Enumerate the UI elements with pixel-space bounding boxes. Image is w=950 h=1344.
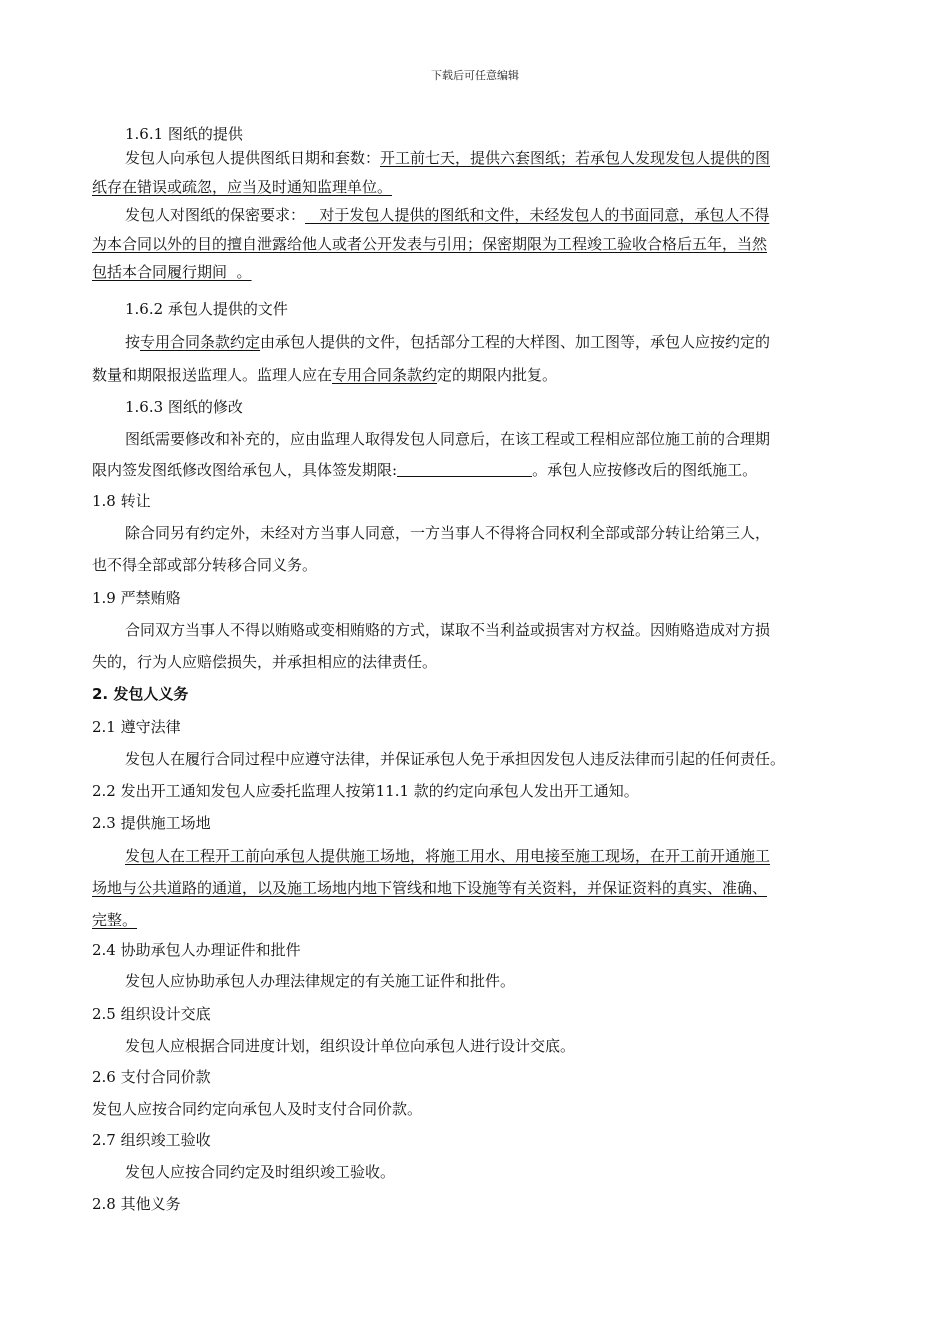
special-clause-ref: 专用合同条款约定	[140, 333, 261, 351]
section-1-6-2-line2	[92, 364, 557, 386]
section-1-8-heading: 1.8 转让	[92, 492, 151, 510]
text: 由承包人提供的文件，包括部分工程的大样图、加工图等，承包人应按约定的	[260, 333, 771, 351]
underlined-text: 发包人在工程开工前向承包人提供施工场地，将施工用水、用电接至施工现场，在开工前开通施工	[125, 847, 771, 865]
text: 限内签发图纸修改图给承包人，具体签发期限:	[92, 461, 398, 479]
para2-underlined-3: 包括本合同履行期间 。	[92, 263, 252, 281]
para1-prefix: 发包人向承包人提供图纸日期和套数：	[125, 149, 381, 167]
section-1-6-2-line1	[125, 331, 770, 353]
section-1-6-1-para1-line1	[125, 147, 770, 169]
section-2-5-line1: 发包人应根据合同进度计划，组织设计单位向承包人进行设计交底。	[125, 1037, 576, 1055]
section-2-8-heading: 2.8 其他义务	[92, 1195, 181, 1213]
blank-fill-line	[397, 460, 532, 477]
text: 。承包人应按修改后的图纸施工。	[532, 461, 758, 479]
section-1-6-3-line2	[92, 459, 757, 481]
section-2-3-heading: 2.3 提供施工场地	[92, 814, 211, 832]
text: 数量和期限报送监理人。监理人应在	[92, 366, 333, 384]
section-2-3-line1	[125, 845, 770, 867]
section-2-1-heading: 2.1 遵守法律	[92, 718, 181, 736]
section-2-7-heading: 2.7 组织竣工验收	[92, 1131, 211, 1149]
section-2-5-heading: 2.5 组织设计交底	[92, 1005, 211, 1023]
section-2-1-line1: 发包人在履行合同过程中应遵守法律，并保证承包人免于承担因发包人违反法律而引起的任何责任。	[125, 750, 786, 768]
section-1-6-1-para1-line2	[92, 176, 392, 198]
section-1-9-line2: 失的，行为人应赔偿损失，并承担相应的法律责任。	[92, 653, 438, 671]
section-2-6-heading: 2.6 支付合同价款	[92, 1068, 211, 1086]
section-1-6-2-heading: 1.6.2 承包人提供的文件	[125, 300, 288, 318]
page-header: 下载后可任意编辑	[431, 69, 519, 82]
section-1-6-1-heading: 1.6.1 图纸的提供	[125, 125, 243, 143]
para1-underlined-2: 纸存在错误或疏忽，应当及时通知监理单位。	[92, 178, 393, 196]
text: 按	[125, 333, 141, 351]
section-1-6-1-para2-line1	[125, 204, 769, 226]
section-1-6-1-para2-line3	[92, 261, 252, 283]
section-2-2-heading: 2.2 发出开工通知发包人应委托监理人按第11.1 款的约定向承包人发出开工通知。	[92, 782, 639, 800]
underlined-text: 场地与公共道路的通道，以及施工场地内地下管线和地下设施等有关资料，并保证资料的真实、准确、	[92, 879, 768, 897]
section-1-6-1-para2-line2	[92, 233, 767, 255]
para2-underlined-2: 为本合同以外的目的擅自泄露给他人或者公开发表与引用；保密期限为工程竣工验收合格后五年，当然	[92, 235, 768, 253]
section-1-9-line1: 合同双方当事人不得以贿赂或变相贿赂的方式，谋取不当利益或损害对方权益。因贿赂造成对方损	[125, 621, 771, 639]
section-1-8-line1: 除合同另有约定外，未经对方当事人同意，一方当事人不得将合同权利全部或部分转让给第三人，	[125, 524, 771, 542]
section-1-8-line2: 也不得全部或部分转移合同义务。	[92, 556, 318, 574]
section-2-4-line1: 发包人应协助承包人办理法律规定的有关施工证件和批件。	[125, 972, 516, 990]
para2-underlined-1: 对于发包人提供的图纸和文件，未经发包人的书面同意，承包人不得	[305, 206, 770, 224]
para2-prefix: 发包人对图纸的保密要求：	[125, 206, 306, 224]
section-2-6-line1: 发包人应按合同约定向承包人及时支付合同价款。	[92, 1100, 423, 1118]
section-1-6-3-heading: 1.6.3 图纸的修改	[125, 398, 243, 416]
section-1-6-3-line1: 图纸需要修改和补充的，应由监理人取得发包人同意后，在该工程或工程相应部位施工前的合理期	[125, 430, 771, 448]
underlined-text: 完整。	[92, 911, 138, 929]
para1-underlined-1: 开工前七天，提供六套图纸；若承包人发现发包人提供的图	[380, 149, 771, 167]
section-1-9-heading: 1.9 严禁贿赂	[92, 589, 181, 607]
section-2-7-line1: 发包人应按合同约定及时组织竣工验收。	[125, 1163, 396, 1181]
section-2-3-line2	[92, 877, 767, 899]
section-2-heading: 2. 发包人义务	[92, 685, 189, 703]
section-2-3-line3	[92, 909, 137, 931]
text: 定的期限内批复。	[437, 366, 558, 384]
section-2-4-heading: 2.4 协助承包人办理证件和批件	[92, 941, 301, 959]
special-clause-ref: 专用合同条款约	[332, 366, 438, 384]
